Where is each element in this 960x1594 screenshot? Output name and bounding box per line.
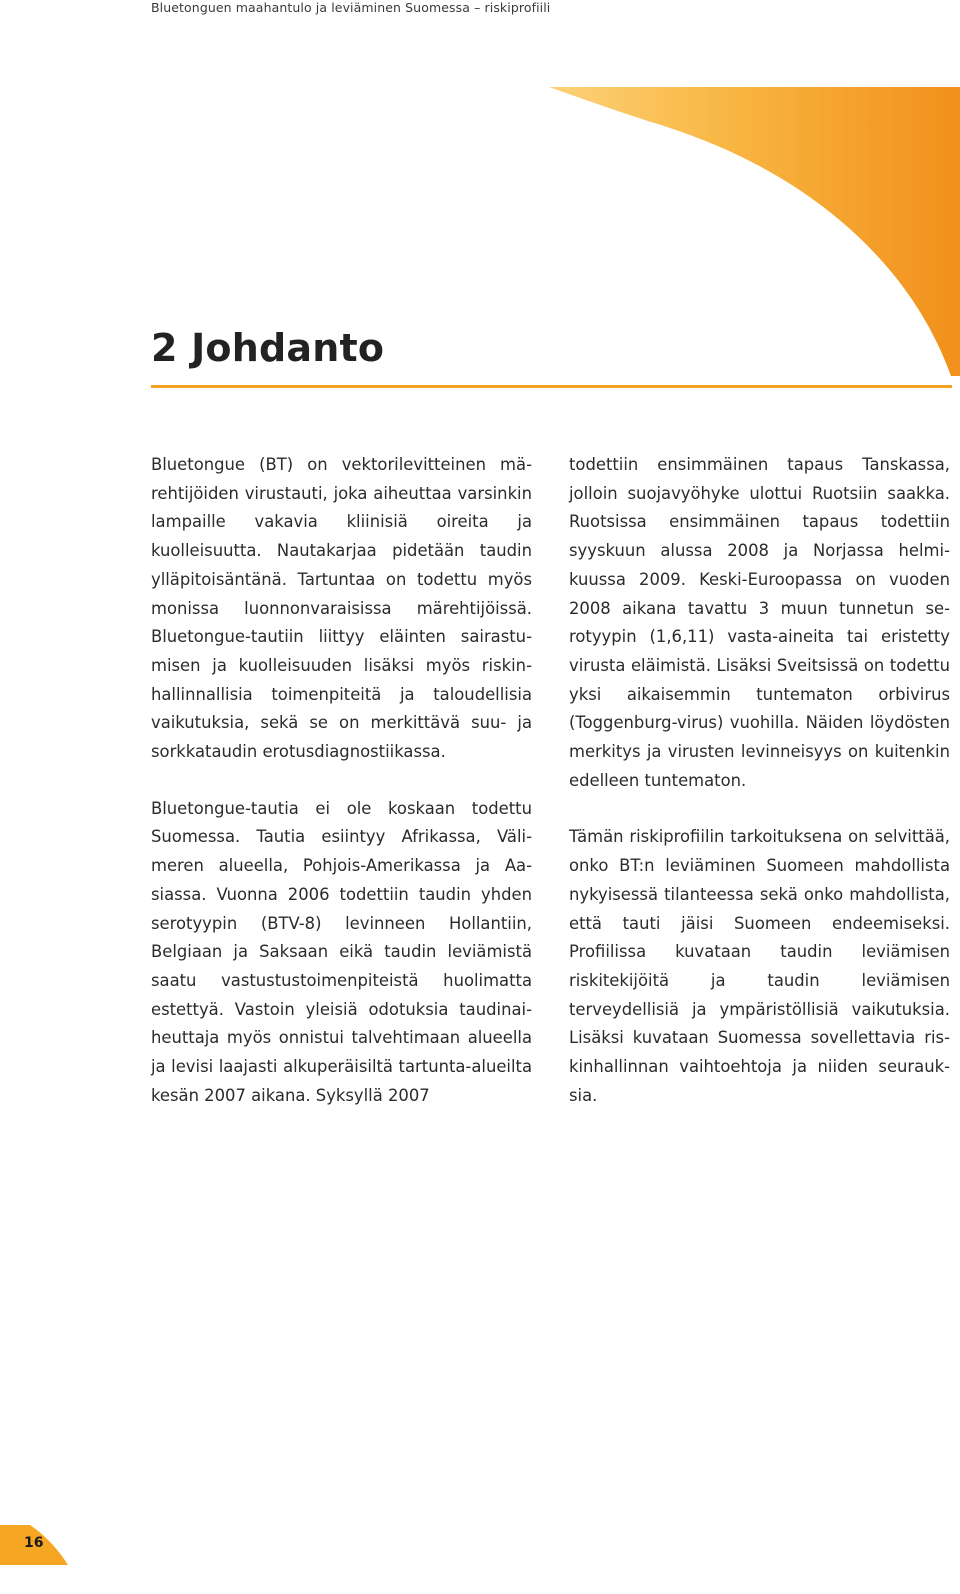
body-paragraph: todettiin ensimmäinen tapaus Tanskassa, jolloin suojavyöhyke ulottui Ruotsiin saakka. Ruotsissa ensimmäinen tapaus todettiin syyskuun alussa 2008 ja Norjassa helmikuussa 2009. Keski-Euroopassa on vuoden 2008 aikana tavattu 3 muun tunnetun serotyypin (1,6,11) vasta-aineita tai eristetty virusta eläimistä. Lisäksi Sveitsissä on todettu yksi aikaisemmin tuntematon orbivirus (Toggenburg-virus) vuohilla. Näiden löydösten merkitys ja virusten levinneisyys on kuitenkin edelleen tuntematon. — [569, 455, 950, 790]
right-text-column — [569, 451, 950, 1110]
running-header: Bluetonguen maahantulo ja leviäminen Suomessa – riskiprofiili — [151, 0, 551, 15]
body-paragraph: Bluetongue-tautia ei ole koskaan todettu Suomessa. Tautia esiintyy Afrikassa, Välimeren alueella, Pohjois-Amerikassa ja Aasiassa. Vuonna 2006 todettiin taudin yhden serotyypin (BTV-8) levinneen Hollantiin, Belgiaan ja Saksaan eikä taudin leviämistä saatu vastustustoimenpiteistä huolimatta estettyä. Vastoin yleisiä odotuksia taudinaiheuttaja myös onnistui talvehtimaan alueella ja levisi laajasti alkuperäisiltä tartunta-alueilta kesän 2007 aikana. Syksyllä 2007 — [151, 798, 532, 1105]
body-paragraph: Bluetongue (BT) on vektorilevitteinen märehtijöiden virustauti, joka aiheuttaa varsinkin lampaille vakavia kliinisiä oireita ja kuolleisuutta. Nautakarjaa pidetään taudin ylläpitoisäntänä. Tartuntaa on todettu myös monissa luonnonvaraisissa märehtijöissä. Bluetongue-tautiin liittyy eläinten sairastumisen ja kuolleisuuden lisäksi myös riskinhallinnallisia toimenpiteitä ja taloudellisia vaikutuksia, sekä se on merkittävä suu- ja sorkkataudin erotusdiagnostiikassa. — [151, 455, 532, 762]
decorative-orange-arc — [0, 0, 960, 400]
orange-arc-shape — [549, 87, 960, 376]
chapter-title: 2 Johdanto — [151, 326, 385, 370]
title-divider — [151, 385, 952, 388]
left-text-column — [151, 451, 532, 1110]
page-number: 16 — [24, 1535, 44, 1551]
body-paragraph: Tämän riskiprofiilin tarkoituksena on selvittää, onko BT:n leviäminen Suomeen mahdollista nykyisessä tilanteessa sekä onko mahdollista, että tauti jäisi Suomeen endeemiseksi. Profiilissa kuvataan taudin leviämisen riskitekijöitä ja taudin leviämisen terveydellisiä ja ympäristöllisiä vaikutuksia. Lisäksi kuvataan Suomessa sovellettavia riskinhallinnan vaihtoehtoja ja niiden seurauksia. — [569, 827, 950, 1105]
